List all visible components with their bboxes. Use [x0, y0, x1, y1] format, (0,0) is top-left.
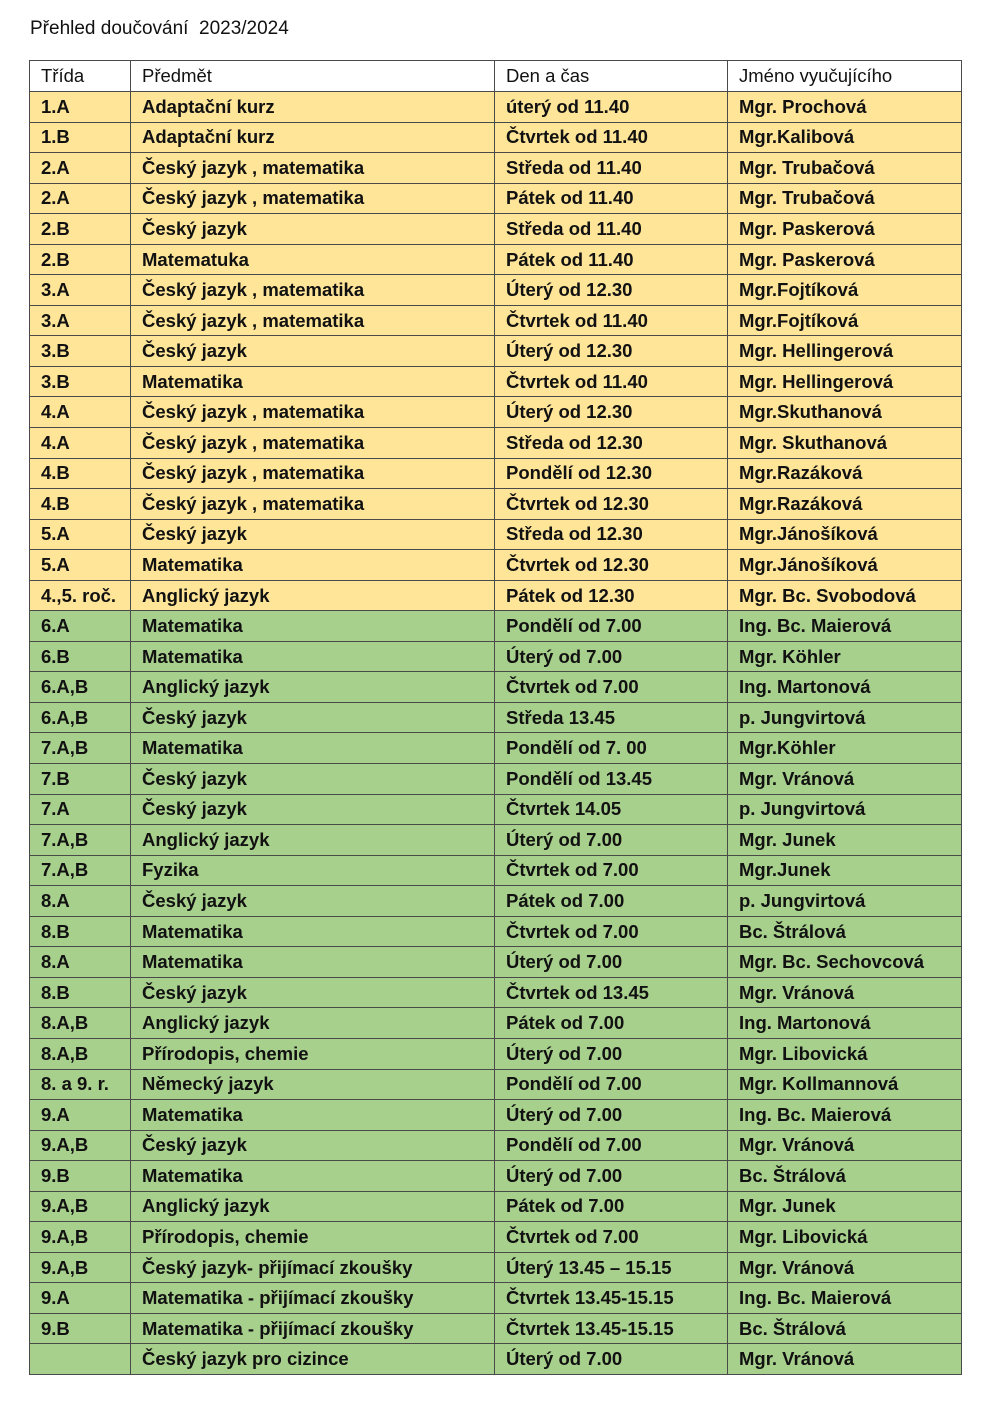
cell-teacher: Mgr.Kalibová	[728, 122, 962, 153]
cell-class: 1.B	[30, 122, 131, 153]
table-row	[30, 183, 962, 214]
table-row	[30, 764, 962, 795]
table-row	[30, 641, 962, 672]
cell-subject: Český jazyk , matematika	[131, 305, 495, 336]
cell-teacher: Ing. Martonová	[728, 672, 962, 703]
cell-day-time: Středa od 12.30	[495, 519, 728, 550]
cell-teacher: Mgr.Jánošíková	[728, 519, 962, 550]
cell-day-time: Středa od 11.40	[495, 214, 728, 245]
cell-class: 2.B	[30, 214, 131, 245]
cell-class: 2.B	[30, 244, 131, 275]
cell-day-time: Pondělí od 7.00	[495, 1130, 728, 1161]
cell-teacher: Mgr. Hellingerová	[728, 366, 962, 397]
cell-day-time: Úterý od 12.30	[495, 275, 728, 306]
cell-subject: Přírodopis, chemie	[131, 1038, 495, 1069]
table-row	[30, 1161, 962, 1192]
cell-subject: Český jazyk	[131, 1130, 495, 1161]
cell-day-time: Úterý od 12.30	[495, 397, 728, 428]
header-day-time: Den a čas	[495, 61, 728, 92]
cell-subject: Český jazyk	[131, 977, 495, 1008]
table-row	[30, 1069, 962, 1100]
table-row	[30, 275, 962, 306]
cell-teacher: Bc. Štrálová	[728, 1313, 962, 1344]
cell-subject: Český jazyk	[131, 794, 495, 825]
table-row	[30, 1283, 962, 1314]
table-row	[30, 1344, 962, 1375]
table-row	[30, 1191, 962, 1222]
page-title: Přehled doučování 2023/2024	[30, 18, 289, 39]
cell-day-time: Pátek od 12.30	[495, 580, 728, 611]
table-row	[30, 550, 962, 581]
cell-teacher: Mgr.Jánošíková	[728, 550, 962, 581]
cell-subject: Český jazyk	[131, 702, 495, 733]
cell-teacher: Mgr. Skuthanová	[728, 428, 962, 459]
cell-teacher: Mgr. Vránová	[728, 977, 962, 1008]
cell-teacher: Bc. Štrálová	[728, 1161, 962, 1192]
cell-subject: Anglický jazyk	[131, 1191, 495, 1222]
cell-class: 6.A,B	[30, 672, 131, 703]
cell-subject: Matematika - přijímací zkoušky	[131, 1283, 495, 1314]
cell-day-time: Čtvrtek 14.05	[495, 794, 728, 825]
cell-class: 5.A	[30, 550, 131, 581]
table-row	[30, 489, 962, 520]
cell-subject: Anglický jazyk	[131, 672, 495, 703]
table-row	[30, 1313, 962, 1344]
cell-day-time: Čtvrtek od 12.30	[495, 550, 728, 581]
header-class: Třída	[30, 61, 131, 92]
cell-class: 8. a 9. r.	[30, 1069, 131, 1100]
cell-subject: Matematika	[131, 733, 495, 764]
cell-teacher: Mgr.Fojtíková	[728, 275, 962, 306]
cell-day-time: Pondělí od 12.30	[495, 458, 728, 489]
table-row	[30, 305, 962, 336]
table-row	[30, 366, 962, 397]
cell-day-time: Čtvrtek od 7.00	[495, 916, 728, 947]
cell-teacher: Mgr.Fojtíková	[728, 305, 962, 336]
cell-subject: Český jazyk pro cizince	[131, 1344, 495, 1375]
cell-subject: Matematika	[131, 1100, 495, 1131]
cell-class: 9.A,B	[30, 1222, 131, 1253]
cell-class: 2.A	[30, 153, 131, 184]
cell-class: 3.A	[30, 275, 131, 306]
cell-class: 8.A	[30, 886, 131, 917]
cell-subject: Matematika	[131, 916, 495, 947]
cell-day-time: Pátek od 11.40	[495, 244, 728, 275]
cell-class: 7.B	[30, 764, 131, 795]
cell-day-time: Úterý od 7.00	[495, 947, 728, 978]
table-row	[30, 1222, 962, 1253]
cell-class: 4.B	[30, 458, 131, 489]
cell-day-time: Úterý od 7.00	[495, 641, 728, 672]
table-row	[30, 672, 962, 703]
cell-day-time: Pondělí od 7.00	[495, 1069, 728, 1100]
cell-class: 6.B	[30, 641, 131, 672]
cell-class: 3.B	[30, 366, 131, 397]
header-subject: Předmět	[131, 61, 495, 92]
cell-teacher: Mgr. Köhler	[728, 641, 962, 672]
table-row	[30, 214, 962, 245]
cell-teacher: p. Jungvirtová	[728, 702, 962, 733]
cell-class: 9.A,B	[30, 1130, 131, 1161]
cell-teacher: p. Jungvirtová	[728, 886, 962, 917]
table-header-row	[30, 61, 962, 92]
cell-day-time: Čtvrtek od 11.40	[495, 122, 728, 153]
cell-subject: Matematika	[131, 550, 495, 581]
cell-teacher: Mgr. Paskerová	[728, 214, 962, 245]
cell-class: 9.A	[30, 1283, 131, 1314]
cell-teacher: Mgr. Trubačová	[728, 153, 962, 184]
cell-subject: Adaptační kurz	[131, 92, 495, 123]
cell-subject: Matematika	[131, 366, 495, 397]
cell-teacher: Mgr.Razáková	[728, 489, 962, 520]
cell-class: 9.A,B	[30, 1252, 131, 1283]
cell-day-time: Úterý od 7.00	[495, 1038, 728, 1069]
table-row	[30, 244, 962, 275]
cell-subject: Matematika	[131, 611, 495, 642]
cell-teacher: Mgr. Vránová	[728, 764, 962, 795]
cell-teacher: Mgr. Bc. Svobodová	[728, 580, 962, 611]
cell-subject: Český jazyk- přijímací zkoušky	[131, 1252, 495, 1283]
cell-class: 1.A	[30, 92, 131, 123]
cell-teacher: Mgr.Köhler	[728, 733, 962, 764]
cell-class: 7.A	[30, 794, 131, 825]
cell-teacher: Mgr.Razáková	[728, 458, 962, 489]
cell-subject: Český jazyk , matematika	[131, 458, 495, 489]
cell-subject: Matematika	[131, 641, 495, 672]
cell-teacher: Ing. Bc. Maierová	[728, 1100, 962, 1131]
cell-class: 8.A,B	[30, 1038, 131, 1069]
table-row	[30, 702, 962, 733]
cell-subject: Německý jazyk	[131, 1069, 495, 1100]
cell-class: 8.B	[30, 977, 131, 1008]
cell-teacher: Mgr. Libovická	[728, 1222, 962, 1253]
cell-subject: Český jazyk , matematika	[131, 489, 495, 520]
table-row	[30, 1008, 962, 1039]
table-row	[30, 92, 962, 123]
cell-subject: Anglický jazyk	[131, 825, 495, 856]
cell-class: 8.A	[30, 947, 131, 978]
cell-subject: Anglický jazyk	[131, 580, 495, 611]
cell-day-time: Čtvrtek 13.45-15.15	[495, 1313, 728, 1344]
cell-subject: Český jazyk	[131, 519, 495, 550]
cell-class: 5.A	[30, 519, 131, 550]
table-row	[30, 519, 962, 550]
cell-class: 4.A	[30, 428, 131, 459]
cell-teacher: Mgr. Hellingerová	[728, 336, 962, 367]
cell-subject: Český jazyk	[131, 886, 495, 917]
cell-teacher: Mgr.Skuthanová	[728, 397, 962, 428]
cell-teacher: Mgr. Kollmannová	[728, 1069, 962, 1100]
cell-teacher: Mgr.Junek	[728, 855, 962, 886]
cell-day-time: Pátek od 7.00	[495, 1191, 728, 1222]
cell-class: 9.B	[30, 1313, 131, 1344]
cell-class: 3.B	[30, 336, 131, 367]
cell-subject: Anglický jazyk	[131, 1008, 495, 1039]
cell-class: 9.A,B	[30, 1191, 131, 1222]
cell-day-time: úterý od 11.40	[495, 92, 728, 123]
cell-day-time: Středa 13.45	[495, 702, 728, 733]
cell-class: 4.A	[30, 397, 131, 428]
cell-teacher: Mgr. Vránová	[728, 1344, 962, 1375]
table-row	[30, 977, 962, 1008]
cell-day-time: Úterý 13.45 – 15.15	[495, 1252, 728, 1283]
cell-day-time: Pondělí od 7.00	[495, 611, 728, 642]
cell-teacher: Mgr. Paskerová	[728, 244, 962, 275]
cell-teacher: Mgr. Libovická	[728, 1038, 962, 1069]
cell-day-time: Úterý od 7.00	[495, 1161, 728, 1192]
cell-subject: Český jazyk , matematika	[131, 183, 495, 214]
table-row	[30, 886, 962, 917]
cell-class: 7.A,B	[30, 825, 131, 856]
cell-subject: Matematika	[131, 947, 495, 978]
cell-day-time: Pátek od 7.00	[495, 886, 728, 917]
cell-day-time: Čtvrtek od 7.00	[495, 855, 728, 886]
header-teacher: Jméno vyučujícího	[728, 61, 962, 92]
cell-subject: Český jazyk , matematika	[131, 397, 495, 428]
cell-day-time: Úterý od 7.00	[495, 1344, 728, 1375]
cell-subject: Český jazyk	[131, 764, 495, 795]
table-row	[30, 458, 962, 489]
table-row	[30, 825, 962, 856]
cell-day-time: Čtvrtek 13.45-15.15	[495, 1283, 728, 1314]
table-row	[30, 947, 962, 978]
cell-class: 7.A,B	[30, 733, 131, 764]
table-row	[30, 1130, 962, 1161]
cell-class: 9.B	[30, 1161, 131, 1192]
cell-class: 4.B	[30, 489, 131, 520]
cell-day-time: Čtvrtek od 13.45	[495, 977, 728, 1008]
cell-subject: Adaptační kurz	[131, 122, 495, 153]
cell-teacher: Mgr. Vránová	[728, 1130, 962, 1161]
cell-day-time: Středa od 11.40	[495, 153, 728, 184]
cell-subject: Český jazyk , matematika	[131, 275, 495, 306]
table-row	[30, 611, 962, 642]
cell-class: 8.A,B	[30, 1008, 131, 1039]
cell-day-time: Čtvrtek od 11.40	[495, 366, 728, 397]
table-row	[30, 580, 962, 611]
cell-subject: Fyzika	[131, 855, 495, 886]
cell-class: 6.A,B	[30, 702, 131, 733]
cell-subject: Matematika - přijímací zkoušky	[131, 1313, 495, 1344]
cell-subject: Přírodopis, chemie	[131, 1222, 495, 1253]
cell-teacher: Ing. Bc. Maierová	[728, 1283, 962, 1314]
cell-class: 2.A	[30, 183, 131, 214]
cell-subject: Matematuka	[131, 244, 495, 275]
cell-day-time: Čtvrtek od 11.40	[495, 305, 728, 336]
cell-class: 4.,5. roč.	[30, 580, 131, 611]
cell-subject: Český jazyk , matematika	[131, 153, 495, 184]
cell-day-time: Pátek od 11.40	[495, 183, 728, 214]
cell-class: 6.A	[30, 611, 131, 642]
cell-teacher: Mgr. Prochová	[728, 92, 962, 123]
table-row	[30, 855, 962, 886]
cell-subject: Český jazyk	[131, 214, 495, 245]
table-row	[30, 1100, 962, 1131]
cell-teacher: Ing. Bc. Maierová	[728, 611, 962, 642]
cell-day-time: Pondělí od 7. 00	[495, 733, 728, 764]
cell-subject: Český jazyk , matematika	[131, 428, 495, 459]
table-row	[30, 1038, 962, 1069]
cell-class: 8.B	[30, 916, 131, 947]
cell-teacher: Mgr. Trubačová	[728, 183, 962, 214]
cell-subject: Český jazyk	[131, 336, 495, 367]
cell-day-time: Středa od 12.30	[495, 428, 728, 459]
cell-teacher: Mgr. Bc. Sechovcová	[728, 947, 962, 978]
cell-day-time: Úterý od 12.30	[495, 336, 728, 367]
cell-day-time: Čtvrtek od 7.00	[495, 1222, 728, 1253]
cell-teacher: Mgr. Vránová	[728, 1252, 962, 1283]
cell-class	[30, 1344, 131, 1375]
cell-class: 7.A,B	[30, 855, 131, 886]
cell-class: 9.A	[30, 1100, 131, 1131]
cell-teacher: p. Jungvirtová	[728, 794, 962, 825]
table-row	[30, 397, 962, 428]
table-row	[30, 794, 962, 825]
cell-day-time: Úterý od 7.00	[495, 1100, 728, 1131]
cell-day-time: Čtvrtek od 12.30	[495, 489, 728, 520]
table-row	[30, 122, 962, 153]
cell-subject: Matematika	[131, 1161, 495, 1192]
table-row	[30, 428, 962, 459]
table-row	[30, 336, 962, 367]
cell-teacher: Mgr. Junek	[728, 1191, 962, 1222]
table-row	[30, 733, 962, 764]
cell-day-time: Čtvrtek od 7.00	[495, 672, 728, 703]
table-row	[30, 1252, 962, 1283]
cell-day-time: Pátek od 7.00	[495, 1008, 728, 1039]
cell-teacher: Mgr. Junek	[728, 825, 962, 856]
cell-class: 3.A	[30, 305, 131, 336]
table-row	[30, 153, 962, 184]
cell-teacher: Ing. Martonová	[728, 1008, 962, 1039]
cell-day-time: Pondělí od 13.45	[495, 764, 728, 795]
cell-day-time: Úterý od 7.00	[495, 825, 728, 856]
table-row	[30, 916, 962, 947]
cell-teacher: Bc. Štrálová	[728, 916, 962, 947]
tutoring-schedule-table	[29, 60, 962, 1375]
